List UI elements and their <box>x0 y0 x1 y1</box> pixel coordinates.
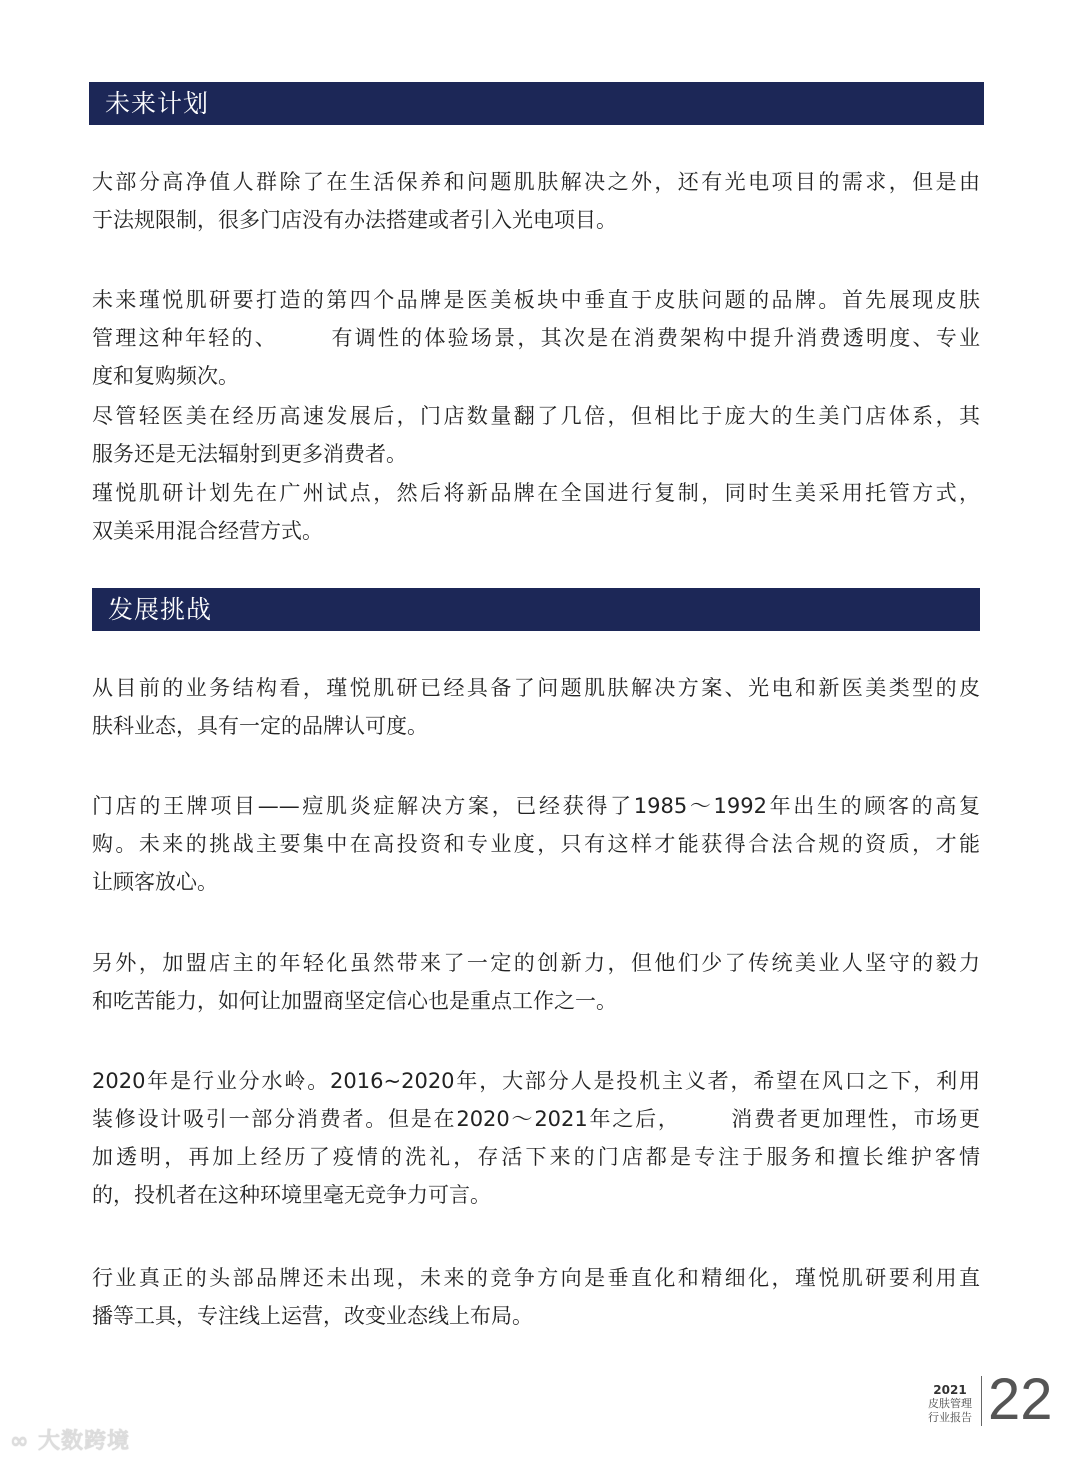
section-heading-future-plan: 未来计划 <box>89 82 984 125</box>
text-line: 2020年是行业分水岭。2016~2020年，大部分人是投机主义者，希望在风口之下，利用 <box>92 1069 980 1093</box>
text-line: 管理这种年轻的、 有调性的体验场景，其次是在消费架构中提升消费透明度、专业 <box>92 326 980 350</box>
text-line: 度和复购频次。 <box>92 364 239 388</box>
page-number: 22 <box>988 1367 1053 1432</box>
text-line: 服务还是无法辐射到更多消费者。 <box>92 442 407 466</box>
text-line: 未来瑾悦肌研要打造的第四个品牌是医美板块中垂直于皮肤问题的品牌。首先展现皮肤 <box>92 288 980 312</box>
paragraph <box>92 397 980 473</box>
text-line: 大部分高净值人群除了在生活保养和问题肌肤解决之外，还有光电项目的需求，但是由 <box>92 170 980 194</box>
paragraph <box>92 787 980 901</box>
paragraph <box>92 669 980 745</box>
watermark-text: 大数跨境 <box>38 1429 131 1454</box>
text-line: 门店的王牌项目——痘肌炎症解决方案，已经获得了1985～1992年出生的顾客的高复 <box>92 794 980 818</box>
text-line: 装修设计吸引一部分消费者。但是在2020～2021年之后， 消费者更加理性，市场更 <box>92 1107 980 1131</box>
text-line: 购。未来的挑战主要集中在高投资和专业度，只有这样才能获得合法合规的资质，才能 <box>92 832 980 856</box>
footer-title-line1: 皮肤管理 <box>928 1397 972 1410</box>
section-heading-challenges: 发展挑战 <box>92 588 980 631</box>
text-line: 另外，加盟店主的年轻化虽然带来了一定的创新力，但他们少了传统美业人坚守的毅力 <box>92 951 980 975</box>
paragraph <box>92 281 980 395</box>
text-line: 从目前的业务结构看，瑾悦肌研已经具备了问题肌肤解决方案、光电和新医美类型的皮 <box>92 676 980 700</box>
paragraph <box>92 944 980 1020</box>
footer-report-title <box>922 1383 978 1425</box>
paragraph <box>92 163 980 239</box>
text-line: 和吃苦能力，如何让加盟商坚定信心也是重点工作之一。 <box>92 989 617 1013</box>
text-line: 播等工具，专注线上运营，改变业态线上布局。 <box>92 1304 533 1328</box>
text-line: 瑾悦肌研计划先在广州试点，然后将新品牌在全国进行复制，同时生美采用托管方式， <box>92 481 980 505</box>
footer-year: 2021 <box>933 1383 967 1397</box>
text-line: 于法规限制，很多门店没有办法搭建或者引入光电项目。 <box>92 208 617 232</box>
text-line: 双美采用混合经营方式。 <box>92 519 323 543</box>
text-line: 加透明，再加上经历了疫情的洗礼，存活下来的门店都是专注于服务和擅长维护客情 <box>92 1145 980 1169</box>
paragraph <box>92 474 980 550</box>
paragraph <box>92 1259 980 1335</box>
text-line: 尽管轻医美在经历高速发展后，门店数量翻了几倍，但相比于庞大的生美门店体系，其 <box>92 404 980 428</box>
watermark-logo: ∞ 大数跨境 <box>10 1429 131 1454</box>
text-line: 肤科业态，具有一定的品牌认可度。 <box>92 714 428 738</box>
paragraph <box>92 1062 980 1214</box>
text-line: 的，投机者在这种环境里毫无竞争力可言。 <box>92 1183 491 1207</box>
text-line: 让顾客放心。 <box>92 870 218 894</box>
text-line: 行业真正的头部品牌还未出现，未来的竞争方向是垂直化和精细化，瑾悦肌研要利用直 <box>92 1266 980 1290</box>
footer-divider <box>981 1376 982 1426</box>
footer-title-line2: 行业报告 <box>928 1411 972 1424</box>
